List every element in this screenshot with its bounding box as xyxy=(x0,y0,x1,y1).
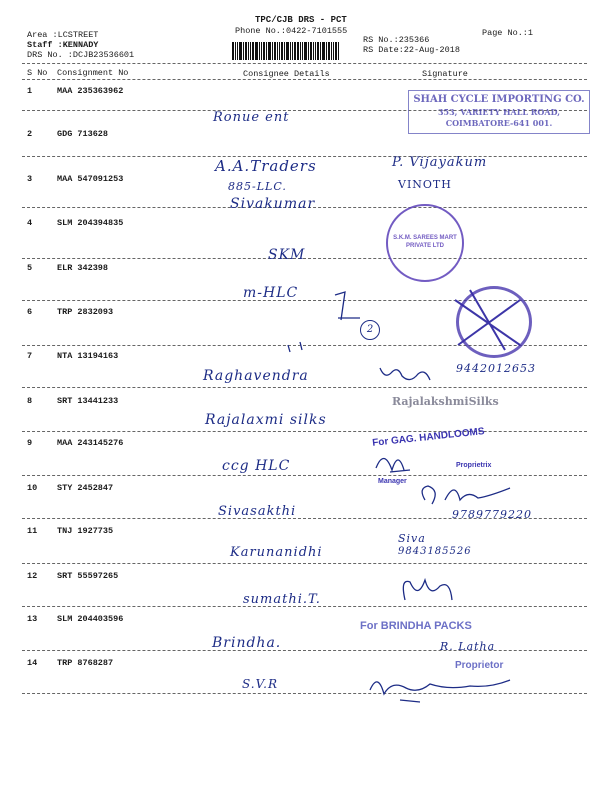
page-number: Page No.:1 xyxy=(482,28,534,38)
row-serial-number: 8 xyxy=(27,396,33,406)
handwritten-consignee: SKM xyxy=(268,247,306,263)
row-serial-number: 1 xyxy=(27,86,33,96)
row-consignment-number: MAA 243145276 xyxy=(57,438,124,448)
row-serial-number: 9 xyxy=(27,438,33,448)
signature-scribble xyxy=(380,368,430,380)
row-serial-number: 14 xyxy=(27,658,38,668)
handwritten-phone: 9843185526 xyxy=(398,546,472,557)
brindha-packs-stamp: For BRINDHA PACKS xyxy=(360,620,472,632)
signature-scribble xyxy=(288,342,302,352)
handwritten-consignee: A.A.Traders xyxy=(215,157,317,175)
handwritten-signature: R. Latha xyxy=(440,640,496,653)
stamp-company-name: SHAH CYCLE IMPORTING CO. xyxy=(413,94,585,105)
row-serial-number: 10 xyxy=(27,483,38,493)
handwritten-consignee: Ronue ent xyxy=(213,110,290,125)
row-serial-number: 11 xyxy=(27,526,38,536)
row-consignment-number: ELR 342398 xyxy=(57,263,109,273)
handwritten-consignee: Sivasakthi xyxy=(218,504,297,519)
signature-scribble xyxy=(370,680,510,702)
shah-cycle-stamp xyxy=(408,90,590,134)
staff-label: Staff :KENNADY xyxy=(27,40,99,50)
row-serial-number: 13 xyxy=(27,614,38,624)
handwritten-number: 2 xyxy=(360,320,380,340)
proprietor-stamp: Proprietor xyxy=(455,660,504,671)
handwritten-phone: 9442012653 xyxy=(456,362,536,375)
row-consignment-number: MAA 547091253 xyxy=(57,174,124,184)
row-consignment-number: TRP 8768287 xyxy=(57,658,114,668)
drs-number: DRS No. :DCJB23536601 xyxy=(27,50,135,60)
handwritten-consignee: Karunanidhi xyxy=(230,545,323,560)
row-serial-number: 2 xyxy=(27,129,33,139)
handwritten-phone: 9789779220 xyxy=(452,508,532,521)
row-consignment-number: SRT 55597265 xyxy=(57,571,119,581)
phone-number: Phone No.:0422-7101555 xyxy=(235,26,348,36)
stamp-city: COIMBATORE-641 001. xyxy=(445,118,553,128)
row-consignment-number: SLM 204394835 xyxy=(57,218,124,228)
signature-scribble xyxy=(403,580,452,600)
handwritten-signature: Siva xyxy=(398,532,426,545)
gag-handlooms-stamp: For GAG. HANDLOOMS xyxy=(371,426,486,449)
row-serial-number: 5 xyxy=(27,263,33,273)
skm-round-stamp xyxy=(386,204,464,282)
stamp-company-name: S.K.M. SAREES MART PRIVATE LTD xyxy=(393,235,457,249)
row-serial-number: 7 xyxy=(27,351,33,361)
row-consignment-number: NTA 13194163 xyxy=(57,351,119,361)
handwritten-consignee: m-HLC xyxy=(243,285,299,301)
stamp-address: 353, VARIETY HALL ROAD, xyxy=(437,107,561,117)
column-header-signature: Signature xyxy=(422,69,468,79)
handwritten-consignee: Brindha. xyxy=(212,635,282,651)
column-header-consignee: Consignee Details xyxy=(243,69,330,79)
row-serial-number: 3 xyxy=(27,174,33,184)
handwritten-consignee: Sivakumar xyxy=(230,196,316,212)
row-consignment-number: TNJ 1927735 xyxy=(57,526,114,536)
handwritten-consignee: S.V.R xyxy=(242,677,279,691)
column-header-consignment: Consignment No xyxy=(57,68,129,78)
proprietrix-stamp: Proprietrix xyxy=(456,462,492,469)
signature-scribble xyxy=(376,458,410,472)
round-stamp xyxy=(456,286,532,358)
row-consignment-number: STY 2452847 xyxy=(57,483,114,493)
rs-date: RS Date:22-Aug-2018 xyxy=(363,45,460,55)
rs-number: RS No.:235366 xyxy=(363,35,430,45)
row-serial-number: 6 xyxy=(27,307,33,317)
row-consignment-number: TRP 2832093 xyxy=(57,307,114,317)
rajalakshmi-stamp: RajalakshmiSilks xyxy=(392,395,499,408)
row-serial-number: 4 xyxy=(27,218,33,228)
column-header-sno: S No xyxy=(27,68,48,78)
handwritten-consignee: Raghavendra xyxy=(203,368,309,384)
row-consignment-number: MAA 235363962 xyxy=(57,86,124,96)
handwritten-note: 885-LLC. xyxy=(228,180,287,193)
row-consignment-number: GDG 713628 xyxy=(57,129,109,139)
document-title: TPC/CJB DRS - PCT xyxy=(255,15,347,25)
handwritten-consignee: ccg HLC xyxy=(222,458,291,474)
handwritten-signature: P. Vijayakum xyxy=(392,155,488,170)
signature-scribble xyxy=(422,486,510,504)
signature-scribble xyxy=(335,292,360,320)
handwritten-consignee: sumathi.T. xyxy=(243,592,321,607)
handwritten-consignee: Rajalaxmi silks xyxy=(205,412,327,428)
row-serial-number: 12 xyxy=(27,571,38,581)
manager-stamp: Manager xyxy=(378,478,407,485)
handwritten-signature: VINOTH xyxy=(398,178,452,191)
row-consignment-number: SRT 13441233 xyxy=(57,396,119,406)
area-label: Area :LCSTREET xyxy=(27,30,99,40)
row-consignment-number: SLM 204403596 xyxy=(57,614,124,624)
